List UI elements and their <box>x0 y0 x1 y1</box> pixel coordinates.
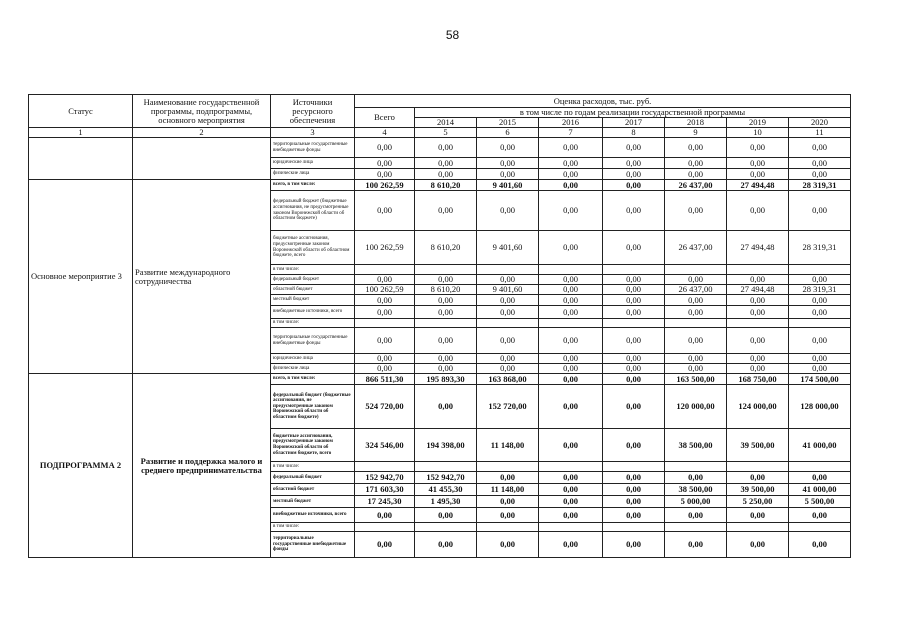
value-cell <box>477 523 539 532</box>
value-cell: 168 750,00 <box>727 374 789 385</box>
value-cell: 0,00 <box>603 374 665 385</box>
value-cell: 100 262,59 <box>355 285 415 295</box>
source-label: федеральный бюджет <box>271 472 355 484</box>
value-cell: 27 494,48 <box>727 231 789 265</box>
value-cell: 0,00 <box>789 532 851 558</box>
value-cell: 26 437,00 <box>665 285 727 295</box>
value-cell: 120 000,00 <box>665 385 727 429</box>
value-cell: 174 500,00 <box>789 374 851 385</box>
column-number-4: 4 <box>355 128 415 138</box>
value-cell: 0,00 <box>539 158 603 169</box>
value-cell: 152 942,70 <box>415 472 477 484</box>
value-cell: 0,00 <box>415 295 477 306</box>
value-cell: 0,00 <box>539 275 603 285</box>
value-cell: 0,00 <box>603 508 665 523</box>
value-cell: 0,00 <box>665 138 727 158</box>
column-number-8: 8 <box>603 128 665 138</box>
column-number-6: 6 <box>477 128 539 138</box>
value-cell: 8 610,20 <box>415 231 477 265</box>
value-cell: 324 546,00 <box>355 429 415 462</box>
value-cell: 0,00 <box>415 158 477 169</box>
value-cell: 26 437,00 <box>665 231 727 265</box>
value-cell: 152 942,70 <box>355 472 415 484</box>
value-cell: 0,00 <box>603 472 665 484</box>
value-cell: 524 720,00 <box>355 385 415 429</box>
value-cell: 0,00 <box>415 328 477 354</box>
value-cell: 0,00 <box>539 429 603 462</box>
value-cell <box>415 462 477 472</box>
value-cell: 0,00 <box>727 354 789 364</box>
value-cell: 0,00 <box>355 532 415 558</box>
header-year-2014: 2014 <box>415 118 477 128</box>
source-label: местный бюджет <box>271 295 355 306</box>
value-cell: 38 500,00 <box>665 484 727 496</box>
value-cell <box>789 319 851 328</box>
page-number: 58 <box>445 28 460 42</box>
value-cell: 0,00 <box>727 275 789 285</box>
value-cell: 0,00 <box>727 532 789 558</box>
value-cell: 9 401,60 <box>477 180 539 191</box>
value-cell: 0,00 <box>603 354 665 364</box>
value-cell: 0,00 <box>603 429 665 462</box>
value-cell: 11 148,00 <box>477 484 539 496</box>
value-cell: 0,00 <box>665 354 727 364</box>
value-cell: 0,00 <box>603 484 665 496</box>
value-cell: 0,00 <box>789 354 851 364</box>
value-cell: 0,00 <box>665 158 727 169</box>
value-cell: 0,00 <box>355 275 415 285</box>
column-number-7: 7 <box>539 128 603 138</box>
value-cell: 28 319,31 <box>789 180 851 191</box>
value-cell: 0,00 <box>539 231 603 265</box>
header-total: Всего <box>355 108 415 128</box>
value-cell: 0,00 <box>789 472 851 484</box>
value-cell: 0,00 <box>789 191 851 231</box>
block2-status: ПОДПРОГРАММА 2 <box>29 374 133 558</box>
value-cell <box>355 265 415 275</box>
value-cell <box>539 319 603 328</box>
value-cell: 0,00 <box>727 328 789 354</box>
header-name: Наименование государственной программы, подпрограммы, основного мероприятия <box>133 95 271 128</box>
value-cell: 0,00 <box>789 169 851 180</box>
value-cell: 0,00 <box>477 306 539 319</box>
value-cell: 0,00 <box>415 508 477 523</box>
value-cell <box>539 265 603 275</box>
column-number-9: 9 <box>665 128 727 138</box>
value-cell: 0,00 <box>727 138 789 158</box>
value-cell: 0,00 <box>665 275 727 285</box>
value-cell: 0,00 <box>665 532 727 558</box>
value-cell: 0,00 <box>355 508 415 523</box>
source-label: бюджетные ассигнования, предусмотренные законом Воронежской области об областном бюджете, всего <box>271 231 355 265</box>
value-cell: 0,00 <box>665 191 727 231</box>
value-cell: 0,00 <box>415 169 477 180</box>
block2-name: Развитие и поддержка малого и среднего предпринимательства <box>133 374 271 558</box>
value-cell <box>539 462 603 472</box>
block0-row <box>29 138 851 158</box>
value-cell: 0,00 <box>539 285 603 295</box>
value-cell: 0,00 <box>415 354 477 364</box>
value-cell: 163 868,00 <box>477 374 539 385</box>
value-cell: 39 500,00 <box>727 484 789 496</box>
value-cell: 38 500,00 <box>665 429 727 462</box>
header-year-2020: 2020 <box>789 118 851 128</box>
source-label: территориальные государственные внебюджетные фонды <box>271 138 355 158</box>
source-label: в том числе: <box>271 319 355 328</box>
value-cell: 8 610,20 <box>415 180 477 191</box>
value-cell: 0,00 <box>355 328 415 354</box>
value-cell: 27 494,48 <box>727 285 789 295</box>
value-cell: 0,00 <box>415 191 477 231</box>
column-number-11: 11 <box>789 128 851 138</box>
value-cell: 0,00 <box>727 169 789 180</box>
block0-name <box>133 138 271 180</box>
value-cell: 0,00 <box>603 328 665 354</box>
value-cell: 195 893,30 <box>415 374 477 385</box>
source-label: территориальные государственные внебюджетные фонды <box>271 532 355 558</box>
value-cell <box>355 523 415 532</box>
block1-row <box>29 180 851 191</box>
value-cell: 0,00 <box>477 496 539 508</box>
value-cell: 0,00 <box>727 295 789 306</box>
value-cell: 0,00 <box>603 138 665 158</box>
value-cell: 0,00 <box>603 180 665 191</box>
value-cell: 0,00 <box>477 364 539 374</box>
value-cell: 5 000,00 <box>665 496 727 508</box>
source-label: юридические лица <box>271 354 355 364</box>
value-cell <box>477 319 539 328</box>
value-cell: 41 455,30 <box>415 484 477 496</box>
value-cell: 0,00 <box>665 295 727 306</box>
column-number-5: 5 <box>415 128 477 138</box>
value-cell: 41 000,00 <box>789 429 851 462</box>
value-cell: 0,00 <box>415 138 477 158</box>
value-cell: 0,00 <box>539 385 603 429</box>
column-number-10: 10 <box>727 128 789 138</box>
value-cell: 0,00 <box>477 472 539 484</box>
value-cell: 5 250,00 <box>727 496 789 508</box>
value-cell: 0,00 <box>355 354 415 364</box>
value-cell: 100 262,59 <box>355 180 415 191</box>
value-cell: 0,00 <box>477 275 539 285</box>
value-cell: 0,00 <box>727 508 789 523</box>
value-cell: 0,00 <box>477 354 539 364</box>
value-cell: 11 148,00 <box>477 429 539 462</box>
value-cell: 28 319,31 <box>789 231 851 265</box>
source-label: областной бюджет <box>271 285 355 295</box>
value-cell <box>727 462 789 472</box>
value-cell: 0,00 <box>603 285 665 295</box>
value-cell: 0,00 <box>603 169 665 180</box>
value-cell: 0,00 <box>477 138 539 158</box>
source-label: федеральный бюджет (бюджетные ассигнования, не предусмотренные законом Воронежской области об областном бюджете) <box>271 385 355 429</box>
value-cell: 0,00 <box>415 306 477 319</box>
value-cell: 0,00 <box>539 508 603 523</box>
value-cell: 163 500,00 <box>665 374 727 385</box>
value-cell: 0,00 <box>539 472 603 484</box>
value-cell <box>603 265 665 275</box>
value-cell <box>603 462 665 472</box>
source-label: всего, в том числе: <box>271 374 355 385</box>
value-cell <box>665 319 727 328</box>
source-label: внебюджетные источники, всего <box>271 508 355 523</box>
source-label: местный бюджет <box>271 496 355 508</box>
value-cell: 0,00 <box>477 169 539 180</box>
header-status: Статус <box>29 95 133 128</box>
header-year-2016: 2016 <box>539 118 603 128</box>
value-cell <box>539 523 603 532</box>
value-cell: 0,00 <box>539 295 603 306</box>
header-estimate: Оценка расходов, тыс. руб. <box>355 95 851 108</box>
value-cell: 152 720,00 <box>477 385 539 429</box>
value-cell: 128 000,00 <box>789 385 851 429</box>
value-cell: 194 398,00 <box>415 429 477 462</box>
value-cell: 0,00 <box>539 306 603 319</box>
value-cell: 0,00 <box>415 364 477 374</box>
value-cell: 171 603,30 <box>355 484 415 496</box>
column-number-2: 2 <box>133 128 271 138</box>
value-cell: 0,00 <box>603 364 665 374</box>
value-cell: 0,00 <box>789 138 851 158</box>
source-label: федеральный бюджет <box>271 275 355 285</box>
value-cell: 0,00 <box>603 385 665 429</box>
value-cell: 866 511,30 <box>355 374 415 385</box>
value-cell: 0,00 <box>539 532 603 558</box>
value-cell: 0,00 <box>603 158 665 169</box>
value-cell <box>665 523 727 532</box>
value-cell: 0,00 <box>477 191 539 231</box>
value-cell: 0,00 <box>477 532 539 558</box>
value-cell: 100 262,59 <box>355 231 415 265</box>
value-cell: 0,00 <box>603 306 665 319</box>
value-cell: 0,00 <box>477 508 539 523</box>
value-cell: 0,00 <box>539 364 603 374</box>
value-cell <box>727 523 789 532</box>
value-cell: 124 000,00 <box>727 385 789 429</box>
value-cell: 41 000,00 <box>789 484 851 496</box>
value-cell: 0,00 <box>789 306 851 319</box>
value-cell: 0,00 <box>539 496 603 508</box>
value-cell: 0,00 <box>539 169 603 180</box>
value-cell: 0,00 <box>539 180 603 191</box>
value-cell <box>603 523 665 532</box>
source-label: физические лица <box>271 364 355 374</box>
source-label: в том числе: <box>271 462 355 472</box>
value-cell: 0,00 <box>355 191 415 231</box>
value-cell: 0,00 <box>539 138 603 158</box>
value-cell <box>789 523 851 532</box>
value-cell: 0,00 <box>665 508 727 523</box>
value-cell <box>665 265 727 275</box>
value-cell <box>415 319 477 328</box>
value-cell <box>477 265 539 275</box>
value-cell: 0,00 <box>477 295 539 306</box>
header-year-2015: 2015 <box>477 118 539 128</box>
source-label: областной бюджет <box>271 484 355 496</box>
value-cell: 0,00 <box>665 472 727 484</box>
value-cell: 0,00 <box>539 354 603 364</box>
value-cell: 0,00 <box>355 138 415 158</box>
value-cell: 0,00 <box>539 191 603 231</box>
value-cell: 0,00 <box>789 328 851 354</box>
value-cell: 0,00 <box>355 364 415 374</box>
value-cell: 0,00 <box>355 306 415 319</box>
value-cell: 8 610,20 <box>415 285 477 295</box>
value-cell: 0,00 <box>415 385 477 429</box>
value-cell: 9 401,60 <box>477 285 539 295</box>
value-cell: 0,00 <box>727 472 789 484</box>
block2-row <box>29 374 851 385</box>
header-year-2017: 2017 <box>603 118 665 128</box>
value-cell: 0,00 <box>539 374 603 385</box>
value-cell <box>415 523 477 532</box>
value-cell: 26 437,00 <box>665 180 727 191</box>
header-by-years: в том числе по годам реализации государственной программы <box>415 108 851 118</box>
value-cell: 17 245,30 <box>355 496 415 508</box>
source-label: юридические лица <box>271 158 355 169</box>
source-label: федеральный бюджет (бюджетные ассигнования, не предусмотренные законом Воронежской области об областном бюджете) <box>271 191 355 231</box>
value-cell: 0,00 <box>415 532 477 558</box>
block1-status: Основное мероприятие 3 <box>29 180 133 374</box>
source-label: всего, в том числе: <box>271 180 355 191</box>
value-cell <box>665 462 727 472</box>
value-cell: 0,00 <box>789 158 851 169</box>
value-cell: 0,00 <box>603 532 665 558</box>
value-cell <box>355 462 415 472</box>
value-cell: 0,00 <box>727 191 789 231</box>
value-cell: 0,00 <box>789 295 851 306</box>
value-cell: 0,00 <box>665 306 727 319</box>
value-cell: 0,00 <box>603 496 665 508</box>
value-cell: 0,00 <box>477 158 539 169</box>
value-cell: 0,00 <box>355 158 415 169</box>
value-cell: 0,00 <box>665 328 727 354</box>
source-label: бюджетные ассигнования, предусмотренные законом Воронежской области об областном бюджете, всего <box>271 429 355 462</box>
value-cell <box>727 265 789 275</box>
value-cell <box>603 319 665 328</box>
value-cell <box>727 319 789 328</box>
block1-name: Развитие международного сотрудничества <box>133 180 271 374</box>
source-label: в том числе: <box>271 265 355 275</box>
expenditure-table <box>28 94 851 558</box>
block0-status <box>29 138 133 180</box>
value-cell: 0,00 <box>603 295 665 306</box>
value-cell: 0,00 <box>603 275 665 285</box>
value-cell: 0,00 <box>539 328 603 354</box>
value-cell: 27 494,48 <box>727 180 789 191</box>
value-cell: 0,00 <box>665 169 727 180</box>
source-label: физические лица <box>271 169 355 180</box>
header-sources: Источники ресурсного обеспечения <box>271 95 355 128</box>
value-cell: 0,00 <box>665 364 727 374</box>
value-cell <box>477 462 539 472</box>
header-year-2019: 2019 <box>727 118 789 128</box>
value-cell: 0,00 <box>727 158 789 169</box>
value-cell: 1 495,30 <box>415 496 477 508</box>
header-year-2018: 2018 <box>665 118 727 128</box>
value-cell <box>415 265 477 275</box>
value-cell: 0,00 <box>477 328 539 354</box>
value-cell <box>789 265 851 275</box>
value-cell: 5 500,00 <box>789 496 851 508</box>
value-cell: 0,00 <box>355 169 415 180</box>
value-cell: 0,00 <box>727 306 789 319</box>
value-cell <box>789 462 851 472</box>
source-label: внебюджетные источники, всего <box>271 306 355 319</box>
value-cell <box>355 319 415 328</box>
value-cell: 28 319,31 <box>789 285 851 295</box>
column-number-3: 3 <box>271 128 355 138</box>
value-cell: 0,00 <box>727 364 789 374</box>
value-cell: 0,00 <box>355 295 415 306</box>
value-cell: 0,00 <box>789 364 851 374</box>
value-cell: 9 401,60 <box>477 231 539 265</box>
source-label: территориальные государственные внебюджетные фонды <box>271 328 355 354</box>
value-cell: 0,00 <box>603 191 665 231</box>
value-cell: 0,00 <box>603 231 665 265</box>
source-label: в том числе: <box>271 523 355 532</box>
value-cell: 0,00 <box>415 275 477 285</box>
column-number-1: 1 <box>29 128 133 138</box>
value-cell: 0,00 <box>789 275 851 285</box>
value-cell: 0,00 <box>539 484 603 496</box>
value-cell: 39 500,00 <box>727 429 789 462</box>
value-cell: 0,00 <box>789 508 851 523</box>
